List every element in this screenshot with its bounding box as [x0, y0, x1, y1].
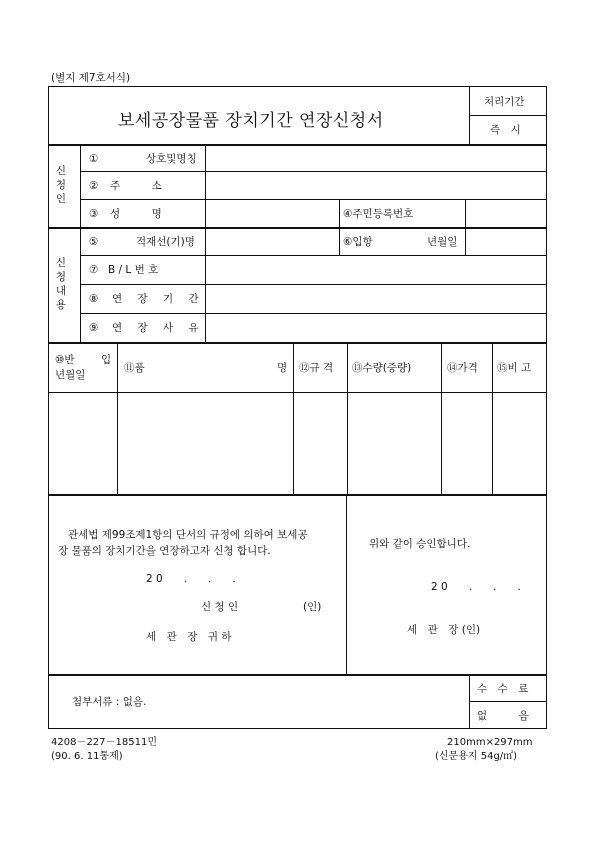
section-line: [48, 342, 547, 344]
arrival-suffix: 년월일: [427, 236, 458, 248]
fee-label: 수 수 료: [477, 683, 529, 695]
page-title: 보세공장물품 장치기간 연장신청서: [118, 111, 384, 131]
reason-num: ⑨: [89, 322, 99, 334]
bl-no-field[interactable]: [207, 257, 545, 281]
section-line: [48, 674, 547, 676]
goods-header-item: ⑪품: [124, 362, 145, 374]
declaration-divider: [346, 494, 347, 674]
goods-col-divider: [492, 342, 493, 494]
declaration-seal: (인): [303, 601, 322, 613]
goods-col-divider: [441, 342, 442, 494]
row-line: [80, 313, 547, 314]
goods-header-import-date-b: 입: [101, 354, 112, 366]
declaration-date: 2 0 . . .: [146, 573, 236, 585]
processing-divider: [469, 115, 547, 116]
reason-label: 연 장 사 유: [112, 322, 205, 334]
name-label: 성 명: [110, 208, 162, 220]
goods-col-divider: [293, 342, 294, 494]
goods-col-divider: [347, 342, 348, 494]
approval-date: 2 0 . . .: [431, 581, 521, 593]
period-label: 연 장 기 간: [112, 293, 205, 305]
fee-value: 없 음: [477, 710, 529, 722]
footer-size: 210mm×297mm: [447, 737, 533, 748]
vessel-field[interactable]: [207, 229, 337, 253]
cell-divider: [339, 227, 340, 255]
footer-date: (90. 6. 11통제): [51, 751, 123, 762]
cell-divider: [465, 227, 466, 255]
goods-spec-cell[interactable]: [295, 394, 346, 492]
row-line: [80, 284, 547, 285]
approval-text: 위와 같이 승인합니다.: [369, 538, 471, 550]
footer-code: 4208－227－18511민: [51, 737, 158, 748]
form-label: (별지 제7호서식): [51, 72, 131, 84]
goods-header-qty: ⑬수량(중량): [352, 362, 412, 374]
declaration-to: 세 관 장 귀 하: [146, 631, 232, 643]
goods-import-date-cell[interactable]: [50, 394, 116, 492]
trade-name-field[interactable]: [207, 146, 545, 170]
address-num: ②: [89, 180, 99, 192]
request-section-label: 신청내용: [55, 257, 67, 311]
section-line: [48, 494, 547, 496]
processing-value: 즉 시: [490, 124, 521, 136]
row-line: [80, 255, 547, 256]
period-field[interactable]: [207, 286, 545, 310]
resident-no-label: ④주민등록번호: [343, 208, 414, 220]
row-line: [80, 199, 547, 200]
approval-signer: 세 관 장 (인): [407, 624, 481, 636]
arrival-field[interactable]: [467, 229, 545, 253]
goods-header-item-b: 명: [277, 362, 288, 374]
goods-item-cell[interactable]: [119, 394, 292, 492]
goods-header-import-date-c: 년월일: [55, 369, 86, 381]
arrival-label: ⑥입항: [343, 236, 373, 248]
address-field[interactable]: [207, 173, 545, 197]
row-line: [80, 171, 547, 172]
goods-header-spec: ⑫규 격: [299, 362, 334, 374]
cell-divider: [465, 199, 466, 227]
goods-qty-cell[interactable]: [349, 394, 440, 492]
vessel-num: ⑤: [89, 236, 99, 248]
goods-header-line: [48, 392, 547, 393]
trade-name-label: 상호및명칭: [146, 153, 197, 165]
footer-paper: (신문용지 54g/㎡): [435, 751, 518, 762]
cell-divider: [339, 199, 340, 227]
goods-price-cell[interactable]: [443, 394, 491, 492]
trade-name-num: ①: [89, 153, 99, 165]
period-num: ⑧: [89, 293, 99, 305]
goods-header-price: ⑭가격: [447, 362, 478, 374]
declaration-line1: 관세법 제99조제1항의 단서의 규정에 의하여 보세공: [68, 529, 308, 541]
applicant-section-label: 신청인: [55, 165, 67, 205]
fee-line: [469, 701, 547, 702]
processing-label: 처리기간: [484, 96, 525, 108]
vessel-label: 적재선(기)명: [136, 236, 195, 248]
goods-header-import-date: ⑩반: [55, 354, 75, 366]
goods-remarks-cell[interactable]: [494, 394, 545, 492]
name-num: ③: [89, 208, 99, 220]
declaration-applicant: 신 청 인: [201, 601, 239, 613]
goods-header-remarks: ⑮비 고: [497, 362, 532, 374]
bl-no-num: ⑦: [89, 264, 99, 276]
attachments-text: 첨부서류 : 없음.: [72, 696, 147, 708]
bl-no-label: B / L 번 호: [108, 264, 159, 276]
declaration-line2: 장 물품의 장치기간을 연장하고자 신청 합니다.: [58, 545, 271, 557]
name-field[interactable]: [207, 201, 337, 225]
goods-col-divider: [117, 342, 118, 494]
address-label: 주 소: [110, 180, 162, 192]
resident-no-field[interactable]: [467, 201, 545, 225]
reason-field[interactable]: [207, 315, 545, 340]
